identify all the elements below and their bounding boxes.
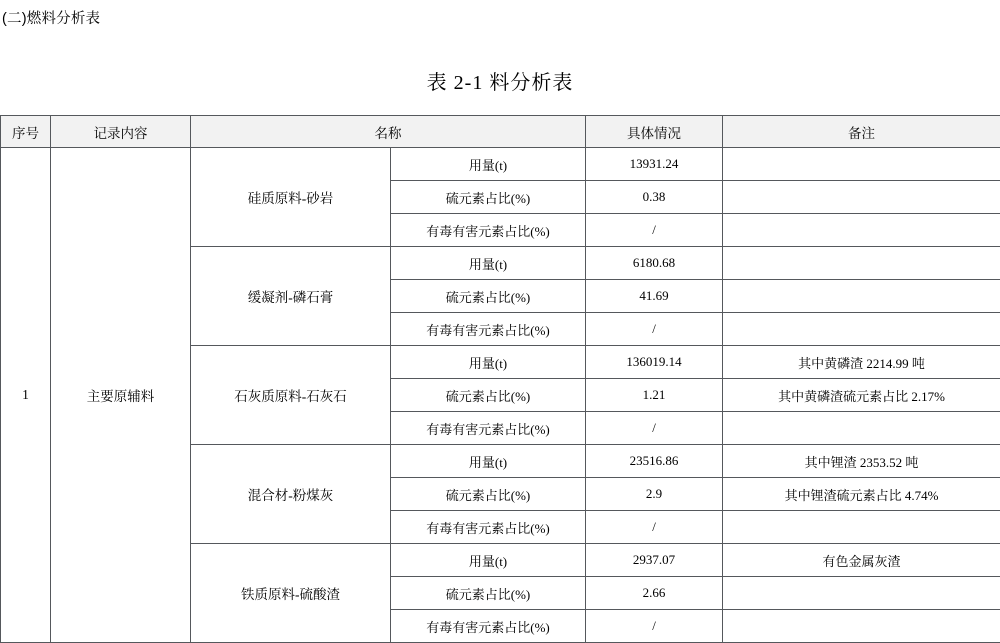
cell-value: 136019.14	[586, 346, 723, 379]
cell-item: 硫元素占比(%)	[391, 379, 586, 412]
cell-value: /	[586, 610, 723, 643]
table-title: 表 2-1 料分析表	[0, 66, 1000, 95]
fuel-analysis-table	[0, 115, 1000, 643]
cell-material-name: 铁质原料-硫酸渣	[191, 544, 391, 643]
cell-material-name: 石灰质原料-石灰石	[191, 346, 391, 445]
cell-item: 用量(t)	[391, 544, 586, 577]
table-body	[1, 148, 1000, 643]
cell-value: /	[586, 511, 723, 544]
cell-value: /	[586, 214, 723, 247]
cell-item: 有毒有害元素占比(%)	[391, 610, 586, 643]
cell-value: /	[586, 412, 723, 445]
cell-item: 用量(t)	[391, 346, 586, 379]
cell-remark	[723, 148, 1000, 181]
cell-item: 有毒有害元素占比(%)	[391, 214, 586, 247]
cell-material-name: 混合材-粉煤灰	[191, 445, 391, 544]
cell-item: 有毒有害元素占比(%)	[391, 511, 586, 544]
cell-remark: 其中锂渣 2353.52 吨	[723, 445, 1000, 478]
cell-value: 2.9	[586, 478, 723, 511]
cell-value: 1.21	[586, 379, 723, 412]
cell-material-name: 硅质原料-砂岩	[191, 148, 391, 247]
cell-item: 有毒有害元素占比(%)	[391, 313, 586, 346]
cell-item: 用量(t)	[391, 148, 586, 181]
header-name: 名称	[191, 116, 586, 148]
cell-remark: 有色金属灰渣	[723, 544, 1000, 577]
cell-record-content: 主要原辅料	[51, 148, 191, 643]
cell-remark	[723, 313, 1000, 346]
cell-seq: 1	[1, 148, 51, 643]
cell-value: 23516.86	[586, 445, 723, 478]
cell-item: 硫元素占比(%)	[391, 181, 586, 214]
cell-remark	[723, 181, 1000, 214]
section-heading: (二)燃料分析表	[0, 0, 1000, 28]
cell-remark	[723, 577, 1000, 610]
cell-value: 41.69	[586, 280, 723, 313]
cell-value: 0.38	[586, 181, 723, 214]
table-header	[1, 116, 1000, 148]
header-remark: 备注	[723, 116, 1000, 148]
table-row	[1, 148, 1000, 181]
cell-remark: 其中黄磷渣硫元素占比 2.17%	[723, 379, 1000, 412]
cell-item: 用量(t)	[391, 445, 586, 478]
header-row	[1, 116, 1000, 148]
cell-remark: 其中黄磷渣 2214.99 吨	[723, 346, 1000, 379]
cell-value: 13931.24	[586, 148, 723, 181]
cell-material-name: 缓凝剂-磷石膏	[191, 247, 391, 346]
header-seq: 序号	[1, 116, 51, 148]
cell-item: 硫元素占比(%)	[391, 280, 586, 313]
cell-remark	[723, 214, 1000, 247]
cell-remark	[723, 610, 1000, 643]
cell-value: 6180.68	[586, 247, 723, 280]
cell-remark	[723, 412, 1000, 445]
cell-value: 2.66	[586, 577, 723, 610]
cell-value: /	[586, 313, 723, 346]
header-detail: 具体情况	[586, 116, 723, 148]
cell-remark	[723, 247, 1000, 280]
cell-item: 有毒有害元素占比(%)	[391, 412, 586, 445]
cell-remark: 其中锂渣硫元素占比 4.74%	[723, 478, 1000, 511]
header-record-content: 记录内容	[51, 116, 191, 148]
cell-remark	[723, 280, 1000, 313]
cell-value: 2937.07	[586, 544, 723, 577]
cell-item: 硫元素占比(%)	[391, 577, 586, 610]
cell-item: 用量(t)	[391, 247, 586, 280]
cell-item: 硫元素占比(%)	[391, 478, 586, 511]
cell-remark	[723, 511, 1000, 544]
